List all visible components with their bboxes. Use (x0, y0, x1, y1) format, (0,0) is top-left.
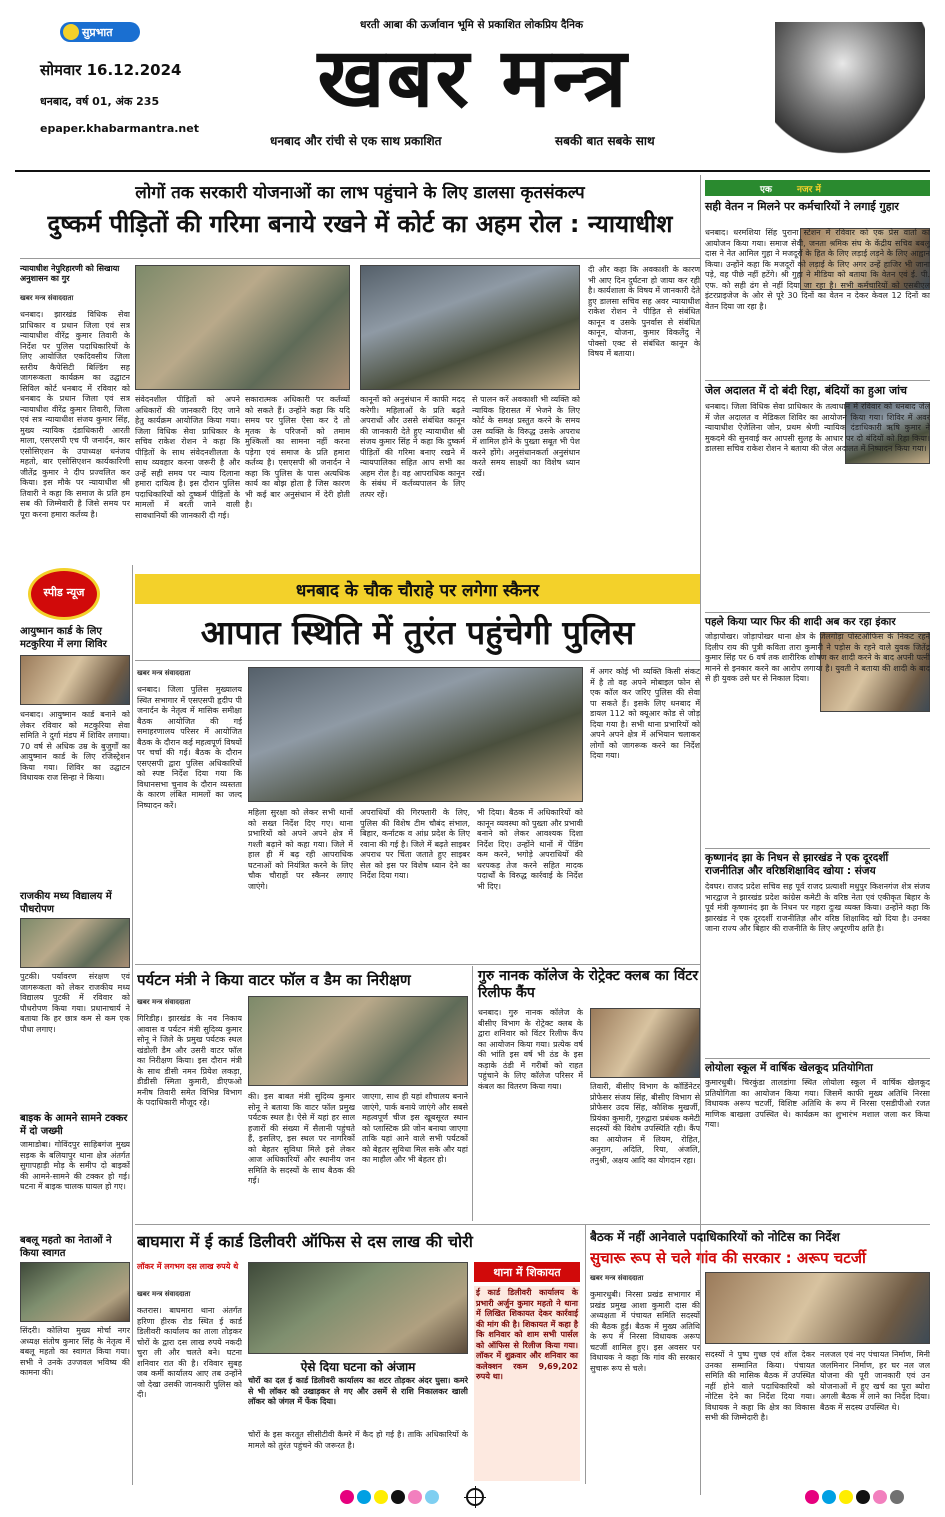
right-mid-text-3: कुमारधुबी। चिरकुंडा तालडांगा स्थित लोयोला स्कूल में वार्षिक खेलकूद प्रतियोगिता का आयोजन किया गया। जिसमें काफी मुख्य अतिथि निरसा विधायक अरूप चटर्जी, विशिष्ट अतिथि के रूप में निरसा एसडीपीओ रजत माणिक बाखला उपस्थित थे। कार्यक्रम का शुभारंभ मशाल जला कर किया गया। (705, 1078, 930, 1129)
right-mid-headline-1: पहले किया प्यार फिर की शादी अब कर रहा इंकार (705, 616, 896, 628)
scanner-banner-text: धनबाद के चौक चौराहे पर लगेगा स्कैनर (295, 581, 540, 601)
baghmara-photo-text: चोरों का दल ई कार्ड डिलीवरी कार्यालय का शटर तोड़कर अंदर घुसा। कमरे से भी लॉकर को उखाड़कर ले गए और उसमें से राशि निकालकर खाली लॉकर को जंगल में फेंक दिया। (248, 1376, 468, 1406)
lead-byline: खबर मन्त्र संवाददाता (20, 294, 74, 302)
right-mid-headline-3: लोयोला स्कूल में वार्षिक खेलकूद प्रतियोगिता (705, 1062, 873, 1074)
lead-side-caption: न्यायाधीश नेपुरिहारणी को सिखाया अनुशासन का गुर (20, 264, 120, 283)
speed-text-4: सिंदरी। कोलिया मुख्य मोर्चा नगर अध्यक्ष संतोष कुमार सिंह के नेतृत्व में बबलू महतो का स्वागत किया गया। सभी ने उनके उज्जवल भविष्य की कामना की। (20, 1326, 130, 1377)
registration-crosshair (466, 1488, 484, 1506)
baghmara-sub: लॉकर में लगभग दस लाख रुपये थे (137, 1262, 239, 1271)
lead-col-2: संवेदनशील पीड़ितों को अपने अधिकारों की जानकारी दिए जाने हेतु कार्यक्रम आयोजित किया गया। जिला विधिक सेवा प्राधिकार के सचिव राकेश रोशन ने कहा कि पीड़ितों के साथ संवेदनशीलता के साथ व्यवहार करना जरूरी है और उन्हें सही समय पर न्याय दिलाना हमारा दायित्व है। इस दौरान पुलिस पदाधिकारियों को दुष्कर्म पीड़ितों के मामलों में बरती जाने वाली सावधानियों की जानकारी दी गई। (135, 395, 240, 520)
masthead-sub-left: धनबाद और रांची से एक साथ प्रकाशित (270, 134, 442, 148)
ek-label: एक (760, 185, 772, 195)
tourism-col-3: जाएगा, साथ ही यहां शौचालय बनाने जाएंगे, पार्क बनाये जाएंगे और सबसे महत्वपूर्ण चीज इस खूबसूरत स्थान को प्लास्टिक फ्री जोन बनाया जाएगा ताकि यहां आने वाले सभी पर्यटकों को बेहतर सुविधा मिल सके और यहां का माहौल और भी बेहतर हो। (362, 1092, 468, 1164)
registration-marks-right (805, 1490, 925, 1506)
baghmara-photo (248, 1262, 468, 1354)
right-top-headline-2: जेल अदालत में दो बंदी रिहा, बंदियों का हुआ जांच (705, 384, 907, 397)
speed-headline-2: राजकीय मध्य विद्यालय में पौधरोपण (20, 891, 112, 915)
registration-marks-left (340, 1490, 460, 1506)
speed-news-logo (28, 568, 100, 620)
right-top-headline-1: सही वेतन न मिलने पर कर्मचारियों ने लगाई गुहार (705, 200, 899, 213)
issue-date: सोमवार 16.12.2024 (40, 61, 182, 79)
tourism-photo (248, 996, 468, 1086)
speed-text-3: जामाडोबा। गोविंदपुर साहिबगंज मुख्य सड़क के बलियापुर थाना क्षेत्र अंतर्गत सुगापहाड़ी मोड़ के समीप दो बाइकों की आमने-सामने की टक्कर हो गई। घटना में बाइक चालक घायल हो गए। (20, 1140, 130, 1191)
lead-col-4: कानूनों को अनुसंधान में काफी मदद करेगी। महिलाओं के प्रति बढ़ते अपराधों और उससे संबंधित कानून की जानकारी देते हुए न्यायाधीश श्री संजय कुमार सिंह ने कहा कि दुष्कर्म पीड़ितों की गरिमा बनाए रखने में न्यायपालिका सहित आप सभी का अहम रोल है। वह आपराधिक कानून के संबंध में कर्तव्यपालन के लिए तत्पर रहें। (360, 395, 465, 499)
right-mid-text-1: जोड़ापोखर। जोड़ापोखर थाना क्षेत्र के जेलगोड़ा पोस्टऑफिस के निकट रहने दिलीप राय की पुत्री कविता तारा कुमारी ने पड़ोस के रहने वाले युवक जितेंद्र कुमार सिंह पर 6 वर्ष तक शारीरिक शोषण कर शादी करने के बाद अपनी पत्नी मानने से इनकार करने का आरोप लगाया है। युवती ने बताया की शादी के बाद से ही युवक उसे घर से निकाल दिया। (705, 632, 930, 683)
speed-headline-1: आयुष्मान कार्ड के लिए मटकुरिया में लगा शिविर (20, 626, 107, 650)
tagline-top: धरती आबा की ऊर्जावान भूमि से प्रकाशित लोकप्रिय दैनिक (360, 19, 584, 31)
speed-headline-3: बाइक के आमने सामने टक्कर में दो जख्मी (20, 1113, 128, 1137)
nirsa-photo (705, 1272, 930, 1344)
nirsa-headline: सुचारू रूप से चले गांव की सरकार : अरूप चटर्जी (590, 1249, 866, 1267)
right-mid-headline-2: कृष्णानंद झा के निधन से झारखंड ने एक दूरदर्शी राजनीतिज्ञ और वरिष्ठशिक्षाविद खोया : संजय (705, 852, 889, 877)
nirsa-kicker: बैठक में नहीं आनेवाले पदाधिकारियों को नोटिस का निर्देश (590, 1230, 840, 1244)
baghmara-text-1: कतरास। बाघमारा थाना अंतर्गत हरिणा हीरक रोड स्थित ई कार्ड डिलीवरी कार्यालय का ताला तोड़कर चोरों के द्वारा दस लाख रुपये नकदी चुरा ली और चलते बने। घटना शनिवार रात की है। रविवार सुबह जब कर्मी कार्यालय आए तब उन्होंने जो देखा उसकी जानकारी पुलिस को दी। (137, 1306, 242, 1399)
complaint-text: ई कार्ड डिलीवरी कार्यालय के प्रभारी अर्जुन कुमार महतो ने थाना में लिखित शिकायत देकर कार्रवाई की मांग की है। शिकायत में कहा है कि शनिवार को शाम सभी पार्सल को ऑफिस से रिलीज किया गया। लॉकर में शुक्रवार और शनिवार का कलेक्शन रकम 9,69,202 रुपये था। (474, 1286, 580, 1481)
nirsa-text-2: सदस्यों ने पुष्प गुच्छ एवं शॉल देकर उनका सम्मानित किया। पंचायत समिति की मासिक बैठक में उपस्थित नहीं होने वाले पदाधिकारियों को नोटिस देने का निर्देश दिया गया। विधायक ने कहा कि क्षेत्र का विकास सभी की जिम्मेदारी है। (705, 1350, 815, 1422)
scanner-banner (135, 574, 700, 604)
supplement-badge (60, 22, 140, 42)
complaint-label: थाना में शिकायत (493, 1266, 561, 1279)
nirsa-text-3: नलजल एवं नए पंचायत निर्माण, मिनी जलमिनार निर्माण, हर घर नल जल योजना की पूरी जानकारी एवं उन योजनाओं में हुए खर्च का पूरा ब्योरा अगली बैठक में लाने का निर्देश दिया। बैठक में सदस्य उपस्थित थे। (820, 1350, 930, 1412)
lead-headline: दुष्कर्म पीड़ितों की गरिमा बनाये रखने में कोर्ट का अहम रोल : न्यायाधीश (47, 210, 673, 238)
lead-col-1: धनबाद। झारखंड विधिक सेवा प्राधिकार व प्रधान जिला एवं सत्र न्यायाधीश वीरेंद्र कुमार तिवारी के निर्देश पर पुलिस पदाधिकारियों के लिए आयोजित एकदिवसीय जिला स्तरीय कैपेसिटी बिल्डिंग सह जागरूकता कार्यक्रम का उद्घाटन सिविल कोर्ट धनबाद में रविवार को धनबाद के प्रधान जिला एवं सत्र न्यायाधीश वीरेंद्र कुमार तिवारी, जिला एवं सत्र न्यायाधीश संजय कुमार सिंह, मुख्य न्यायिक दंडाधिकारी आरती माला, एसएसपी एच पी जनार्दन, कार एसोसिएशन के उपाध्यक्ष धनंजय महतो, बार एसोसिएशन कार्यकारिणी जीतेंद्र कुमार ने दीप प्रज्वलित कर किया। इस मौके पर न्यायाधीश श्री तिवारी ने कहा कि समाज के प्रति हम सब की जिम्मेवारी है जिसे समय पर पूरा करना हमारा कर्तव्य है। (20, 310, 130, 519)
speed-photo-3 (20, 1262, 130, 1322)
police-col-1: धनबाद। जिला पुलिस मुख्यालय स्थित सभागार में एसएसपी हृदीप पी जनार्दन के नेतृत्व में मासिक समीक्षा बैठक आयोजित की गई समाहरणालय परिसर में आयोजित बैठक के दौरान कई महत्वपूर्ण विषयों पर चर्चा की गई। बैठक के दौरान एसएसपी द्वारा पुलिस अधिकारियों को स्पष्ट निर्देश दिया गया कि विधानसभा चुनाव के दौरान व्यस्तता के कारण लंबित मामलों का जल्द निष्पादन करें। (137, 685, 242, 810)
speed-text-1: धनबाद। आयुष्मान कार्ड बनाने को लेकर रविवार को मटकुरिया सेवा समिति ने दुर्गा मंडप में शिविर लगाया। 70 वर्ष से अधिक उम्र के बुजुर्गों का आयुष्मान कार्ड के लिए रजिस्ट्रेशन किया गया। शिविर का उद्घाटन विधायक राज सिन्हा ने किया। (20, 710, 130, 782)
speed-text-2: पुटकी। पर्यावरण संरक्षण एवं जागरूकता को लेकर राजकीय मध्य विद्यालय पुटकी में रविवार को पौधरोपण किया गया। प्रधानाचार्य ने बताया कि हर छात्र कम से कम एक पौधा लगाए। (20, 972, 130, 1034)
nirsa-text-1: कुमारधुबी। निरसा प्रखंड सभागार में प्रखंड प्रमुख आशा कुमारी दास की अध्यक्षता में पंचायत समिति सदस्यों की बैठक हुई। बैठक में मुख्य अतिथि के रूप में निरसा विधायक अरूप चटर्जी शामिल हुए। इस अवसर पर विधायक ने कहा कि गांव की सरकार सुचारू रूप से चले। (590, 1290, 700, 1373)
police-col-3: अपराधियों की गिरफ्तारी के लिए, पुलिस की विशेष टीम चौबंद संभाल, बिहार, कर्नाटक व आंध्र प्रदेश के लिए रवाना की गई है। जिले में बढ़ते साइबर अपराध पर चिंता जताते हुए साइबर सेल को इस पर विशेष ध्यान देने का निर्देश दिया गया। (360, 808, 470, 880)
speed-news-label: स्पीड न्यूज (43, 586, 85, 599)
gurunanak-text-1: धनबाद। गुरु नानक कॉलेज के बीसीए विभाग के रोट्रेक्ट क्लब के द्वारा शनिवार को विंटर रिलीफ कैंप का आयोजन किया गया। प्रत्येक वर्ष की भांति इस वर्ष भी ठंड के इस कड़ाके ठंडी में गरीबों को राहत पहुंचाने के लिए कॉलेज परिसर में कंबल का वितरण किया गया। (478, 1008, 583, 1091)
masthead (0, 0, 945, 170)
gurunanak-photo (590, 1008, 700, 1078)
complaint-label-box (474, 1262, 580, 1282)
statue-image (775, 22, 925, 160)
right-top-text-1: धनबाद। धरमशिया सिंह पुराना स्टेशन में रविवार को एक प्रेस वार्ता का आयोजन किया गया। समाज सेवी, जनता श्रमिक संघ के केंद्रीय सचिव बबलू दास ने नेत आमिल गुहा ने मजदूरों के हित के लिए लड़ाई लड़ने के लिए आह्वान किया। उन्होंने कहा कि मजदूरों को लड़ाई के लिए अगर उन्हें हाजिर भी जाना पड़े, वह पीछे नहीं हटेंगे। श्री गुहा ने मीडिया को बताया कि वेतन एवं ई. पी. एफ. को सही ढंग से नहीं दिया जा रहा है। सभी कर्मचारियों को एसबीएल इंटरप्राइजेज के ओर से पूरे 30 दिनों का वेतन न देकर केवल 12 दिनों का वेतन दिया जा रहा है। (705, 228, 930, 311)
police-col-4: भी दिया। बैठक में अधिकारियों को कानून व्यवस्था को पुख्ता और प्रभावी बनाने को लेकर आवश्यक दिशा निर्देश दिए। उन्होंने थानों में पेंडिंग कम करने, भगोड़े अपराधियों की धरपकड़ तेज करने सहित मादक पदार्थों के विरुद्ध कार्रवाई के निर्देश भी दिए। (477, 808, 583, 891)
police-headline: आपात स्थिति में तुरंत पहुंचेगी पुलिस (200, 613, 635, 652)
sun-icon (63, 24, 79, 40)
gurunanak-text-2: तिवारी, बीसीए विभाग के कॉर्डिनेटर प्रोफेसर संजय सिंह, बीसीए विभाग से प्रोफेसर उदय सिंह, कौशिक मुखर्जी, प्रियंका कुमारी, गुरुद्वारा प्रबंधक कमेटी सदस्यों की विशेष उपस्थिति रही। कैंप का आयोजन में लियम, रोहित, अनुराग, अदिति, रिया, अंजलि, तनुश्री, अक्षय आदि का योगदान रहा। (590, 1082, 700, 1165)
police-col-2: महिला सुरक्षा को लेकर सभी थानों को सख्त निर्देश दिए गए। थाना प्रभारियों को अपने अपने क्षेत्र में गश्ती बढ़ाने को कहा गया। जिले में हाल ही में बढ़ रही आपराधिक घटनाओं को नियंत्रित करने के लिए चौक चौराहों पर स्कैनर लगाए जाएंगे। (248, 808, 353, 891)
lead-kicker: लोगों तक सरकारी योजनाओं का लाभ पहुंचाने के लिए डालसा कृतसंकल्प (135, 183, 585, 203)
police-byline: खबर मन्त्र संवाददाता (137, 669, 191, 677)
nazar-label: नजर में (797, 185, 821, 195)
nirsa-byline: खबर मन्त्र संवाददाता (590, 1274, 644, 1282)
police-col-5: में अगर कोई भी व्यक्ति किसी संकट में है तो वह अपने मोबाइल फोन से एक कॉल कर जरिए पुलिस की सेवा पा सकते हैं। इसके लिए धनबाद में डायल 112 को क्यूआर कोड से जोड़ दिया गया है। सभी थाना प्रभारियों को अपने अपने क्षेत्र में अभियान चलाकर लोगों को जागरूक करने का निर्देश दिया गया। (590, 667, 700, 760)
ek-nazar-badge (705, 180, 930, 196)
epaper-url[interactable]: epaper.khabarmantra.net (40, 122, 199, 135)
speed-photo-2 (20, 918, 130, 968)
baghmara-photo-caption: ऐसे दिया घटना को अंजाम (300, 1360, 416, 1374)
lead-col-3: सकारात्मक अधिकारी पर कर्तव्यों को सकते हैं। उन्होंने कहा कि यदि समय पर पुलिस ऐसा कर दे तो मृतक के परिजनों को तमाम मुश्किलों का सामना नहीं करना पड़ेगा एवं समाज के प्रति हमारा कर्तव्य है। एसएसपी श्री जनार्दन ने कहा कि पुलिस के पास अत्यधिक कार्य का बोझ होता है जिस कारण भी कई बार अनुसंधान में देरी होती है। (245, 395, 350, 509)
baghmara-headline: बाघमारा में ई कार्ड डिलीवरी ऑफिस से दस लाख की चोरी (137, 1232, 473, 1251)
tourism-byline: खबर मन्त्र संवाददाता (137, 998, 191, 1006)
lead-col-6: दी और कहा कि अवकाशी के कारण भी आए दिन दुर्घटना हो जाया कर रही है। कार्यशाला के विषय में जानकारी देते हुए डालसा सचिव सह अवर न्यायाधीश राकेश रोशन ने पीड़ित से संबंधित कानून व उसके पुनर्वास से संबंधित कानून, योजना, कुमार विकलेंदु ने पोक्सो एक्ट से संबंधित कानून के विषय में बताया। (588, 265, 700, 358)
supplement-label: सुप्रभात (82, 26, 113, 39)
lead-photo-2 (360, 265, 580, 390)
edition-info: धनबाद, वर्ष 01, अंक 235 (40, 95, 160, 108)
speed-headline-4: बबलू महतो का नेताओं ने किया स्वागत (20, 1235, 112, 1259)
speed-photo-1 (20, 655, 130, 705)
baghmara-text-2: चोरों के इस करतूत सीसीटीवी कैमरे में कैद हो गई है। ताकि अधिकारियों के मामले को तुरंत पहुंचने की जरूरत है। (248, 1430, 468, 1450)
tourism-headline: पर्यटन मंत्री ने किया वाटर फॉल व डैम का निरीक्षण (137, 971, 411, 989)
right-top-text-2: धनबाद। जिला विधिक सेवा प्राधिकार के तत्वाधान में रविवार को धनबाद जेल में जेल अदालत व मेडिकल शिविर का आयोजन किया गया। शिविर में अवर न्यायाधीश ऐजेलिना जोन, प्रथम श्रेणी न्यायिक दंडाधिकारी ऋषि कुमार ने मुकदमे की सुनवाई कर आपसी सुलह के आधार पर दो बंदियों को रिहा किया। डालसा सचिव राकेश रोशन ने बताया की जेल अदालत में निष्पादन किया गया। (705, 402, 930, 453)
right-mid-text-2: देवघर। राजद प्रदेश सचिव सह पूर्व राजद प्रत्याशी मधुपुर किशनगंज शेत्र संजय भारद्वाज ने झारखंड प्रदेश कांग्रेस कमेटी के वरिष्ठ नेता एवं एकीकृत बिहार के पूर्व मंत्री कृष्णानंद झा के निधन पर गहरा दुःख व्यक्त किया। उन्होंने कहा कि झारखंड ने एक दूरदर्शी राजनीतिज्ञ और वरिष्ठ शिक्षाविद खो दिया है। उनका जाना राज्य और बिहार की राजनीति के लिए अपूरणीय क्षति है। (705, 882, 930, 933)
lead-photo-1 (135, 265, 350, 390)
newspaper-title: खबर मन्त्र (317, 30, 629, 126)
masthead-sub-right: सबकी बात सबके साथ (555, 134, 655, 148)
lead-col-5: से पालन करें अवकाशी भी व्यक्ति को न्यायिक हिरासत में भेजने के लिए कोर्ट के समक्ष प्रस्तुत करने के समय उस व्यक्ति के विरुद्ध उसके अपराध में शामिल होने के पुख्ता सबूत भी पेश करने होंगे। अनुसंधानकर्ता अनुसंधान करते समय साक्ष्यों का विशेष ध्यान रखें। (472, 395, 580, 478)
tourism-col-2: की। इस बाबत मंत्री सुदिव्य कुमार सोनू ने बताया कि वाटर फॉल प्रमुख पर्यटक स्थल है। ऐसे में यहां हर साल हजारों की संख्या में सैलानी पहुंचते हैं, इसलिए, इस स्थल पर नागरिकों को बेहतर सुविधा मिले इसे लेकर आज अधिकारियों और स्थानीय जन समिति के सदस्यों के साथ बैठक की गई। (248, 1092, 355, 1185)
tourism-col-1: गिरिडीह। झारखंड के नव निकाय आवास व पर्यटन मंत्री सुदिव्य कुमार सोनू ने जिले के प्रमुख पर्यटक स्थल खंडोली डैम और उसरी वाटर फॉल का निरीक्षण किया। इस दौरान मंत्री के साथ डीसी नमन प्रियेश लकड़ा, डीडीसी स्मिता कुमारी, डीएफओ मनीष तिवारी समेत विभिन्न विभाग के पदाधिकारी मौजूद रहे। (137, 1014, 242, 1107)
police-meeting-photo (248, 667, 583, 802)
gurunanak-headline: गुरु नानक कॉलेज के रोट्रेक्ट क्लब का विंटर रिलीफ कैंप (478, 968, 699, 1001)
baghmara-byline: खबर मन्त्र संवाददाता (137, 1290, 191, 1298)
